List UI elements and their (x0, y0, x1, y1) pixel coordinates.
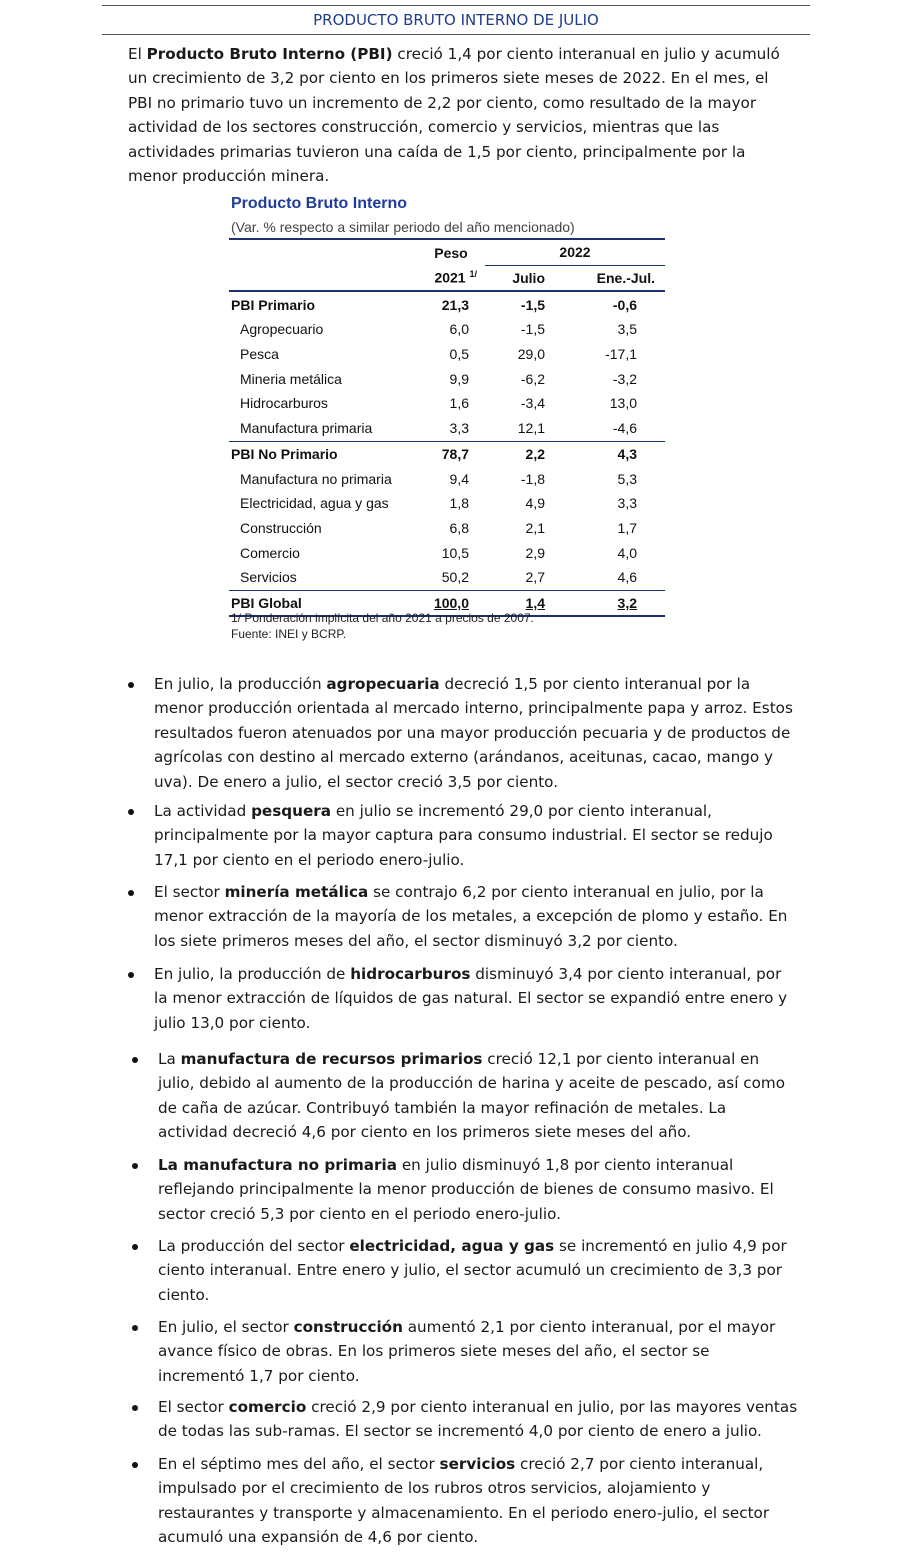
header-peso-year: 2021 $^{1/}$ (434, 269, 477, 287)
bullet-icon (128, 682, 134, 688)
table-row: Manufactura primaria 3,3 12,1 -4,6 (240, 420, 637, 437)
table-row: Mineria metálica 9,9 -6,2 -3,2 (240, 370, 637, 387)
footnote: 1/ Ponderación implícita del año 2021 a precios de 2007. (231, 611, 534, 625)
list-item: La manufactura de recursos primarios creció 12,1 por ciento interanual en julio, debido al aumento de la producción de harina y aceite de pescado, así como de caña de azúcar. Contribuyó también la mayor refinación de metales. La actividad decreció 4,6 por ciento en los primeros siete meses del año. (158, 1047, 798, 1145)
table-row: Electricidad, agua y gas 1,8 4,9 3,3 (240, 495, 637, 512)
list-item: En julio, la producción de hidrocarburos disminuyó 3,4 por ciento interanual, por la menor extracción de líquidos de gas natural. El sector se expandió entre enero y julio 13,0 por ciento. (154, 962, 794, 1035)
list-item: En julio, la producción agropecuaria decreció 1,5 por ciento interanual por la menor producción orientada al mercado interno, principalmente papa y arroz. Estos resultados fueron atenuados por una mayor producción pecuaria y de productos de agrícolas con destino al mercado externo (arándanos, aceitunas, cacao, mango y uva). De enero a julio, el sector creció 3,5 por ciento. (154, 672, 794, 794)
list-item: En julio, el sector construcción aumentó 2,1 por ciento interanual, por el mayor avance físico de obras. En los primeros siete meses del año, el sector se incrementó 1,7 por ciento. (158, 1315, 798, 1388)
header-ene-jul: Ene.-Jul. (596, 270, 655, 287)
table-header-row-1 (229, 239, 665, 265)
table-notes (231, 610, 534, 642)
table-row: PBI No Primario 78,7 2,2 4,3 (229, 441, 665, 466)
table-row: PBI Primario 21,3 -1,5 -0,6 (229, 291, 665, 317)
list-item: El sector minería metálica se contrajo 6,2 por ciento interanual en julio, por la menor extracción de la mayoría de los metales, a excepción de plomo y estaño. En los siete primeros meses del año, el sector disminuyó 3,2 por ciento. (154, 880, 794, 953)
table-row: Manufactura no primaria 9,4 -1,8 5,3 (240, 470, 637, 487)
bullet-icon (128, 972, 134, 978)
header-julio: Julio (512, 270, 545, 287)
table-row: Pesca 0,5 29,0 -17,1 (240, 346, 637, 363)
footnote-marker: 1/ (469, 269, 477, 280)
intro-text-1: El (128, 45, 147, 63)
bullet-icon (132, 1163, 138, 1169)
intro-bold: Producto Bruto Interno (PBI) (146, 45, 393, 63)
bullet-icon (132, 1325, 138, 1331)
table-row: Hidrocarburos 1,6 -3,4 13,0 (240, 395, 637, 412)
table-header-row-2 (229, 265, 665, 291)
table-row-total: PBI Global 100,0 1,4 3,2 (229, 590, 665, 616)
intro-text-2: creció 1,4 por ciento interanual en julio y acumuló un crecimiento de 3,2 por ciento en los primeros siete meses de 2022. En el mes, el PBI no primario tuvo un incremento de 2,2 por ciento, como resultado de la mayor actividad de los sectores construcción, comercio y servicios, mientras que las actividades primarias tuvieron una caída de 1,5 por ciento, principalmente por la menor producción minera. (128, 45, 780, 186)
bullet-icon (128, 809, 134, 815)
table-title: Producto Bruto Interno (231, 195, 407, 212)
bullet-icon (128, 890, 134, 896)
list-item: El sector comercio creció 2,9 por ciento interanual en julio, por las mayores ventas de todas las sub-ramas. El sector se incrementó 4,0 por ciento de enero a julio. (158, 1395, 798, 1444)
list-item: La actividad pesquera en julio se incrementó 29,0 por ciento interanual, principalmente por la mayor captura para consumo industrial. El sector se redujo 17,1 por ciento en el periodo enero-julio. (154, 799, 794, 872)
table-subtitle: (Var. % respecto a similar periodo del año mencionado) (231, 219, 575, 235)
source-note: Fuente: INEI y BCRP. (231, 627, 347, 641)
list-item: La producción del sector electricidad, agua y gas se incrementó en julio 4,9 por ciento interanual. Entre enero y julio, el sector acumuló un crecimiento de 3,3 por ciento. (158, 1234, 798, 1307)
bullet-icon (132, 1244, 138, 1250)
header-year: 2022 (485, 239, 665, 265)
table-row: Agropecuario 6,0 -1,5 3,5 (240, 321, 637, 338)
bullet-icon (132, 1057, 138, 1063)
list-item: La manufactura no primaria en julio disminuyó 1,8 por ciento interanual reflejando principalmente la menor producción de bienes de consumo masivo. El sector creció 5,3 por ciento en el periodo enero-julio. (158, 1153, 798, 1226)
section-title: PRODUCTO BRUTO INTERNO DE JULIO (313, 11, 599, 29)
section-header (102, 5, 810, 35)
table-row: Construcción 6,8 2,1 1,7 (240, 519, 637, 536)
list-item: En el séptimo mes del año, el sector servicios creció 2,7 por ciento interanual, impulsado por el crecimiento de los rubros otros servicios, alojamiento y restaurantes y transporte y almacenamiento. En el periodo enero-julio, el sector acumuló una expansión de 4,6 por ciento. (158, 1452, 798, 1550)
pbi-table (229, 238, 665, 617)
header-peso: Peso (417, 239, 485, 265)
bullet-icon (132, 1462, 138, 1468)
table-row: Comercio 10,5 2,9 4,0 (240, 544, 637, 561)
table-row: Servicios 50,2 2,7 4,6 (240, 569, 637, 586)
bullet-icon (132, 1405, 138, 1411)
intro-paragraph (128, 42, 780, 188)
